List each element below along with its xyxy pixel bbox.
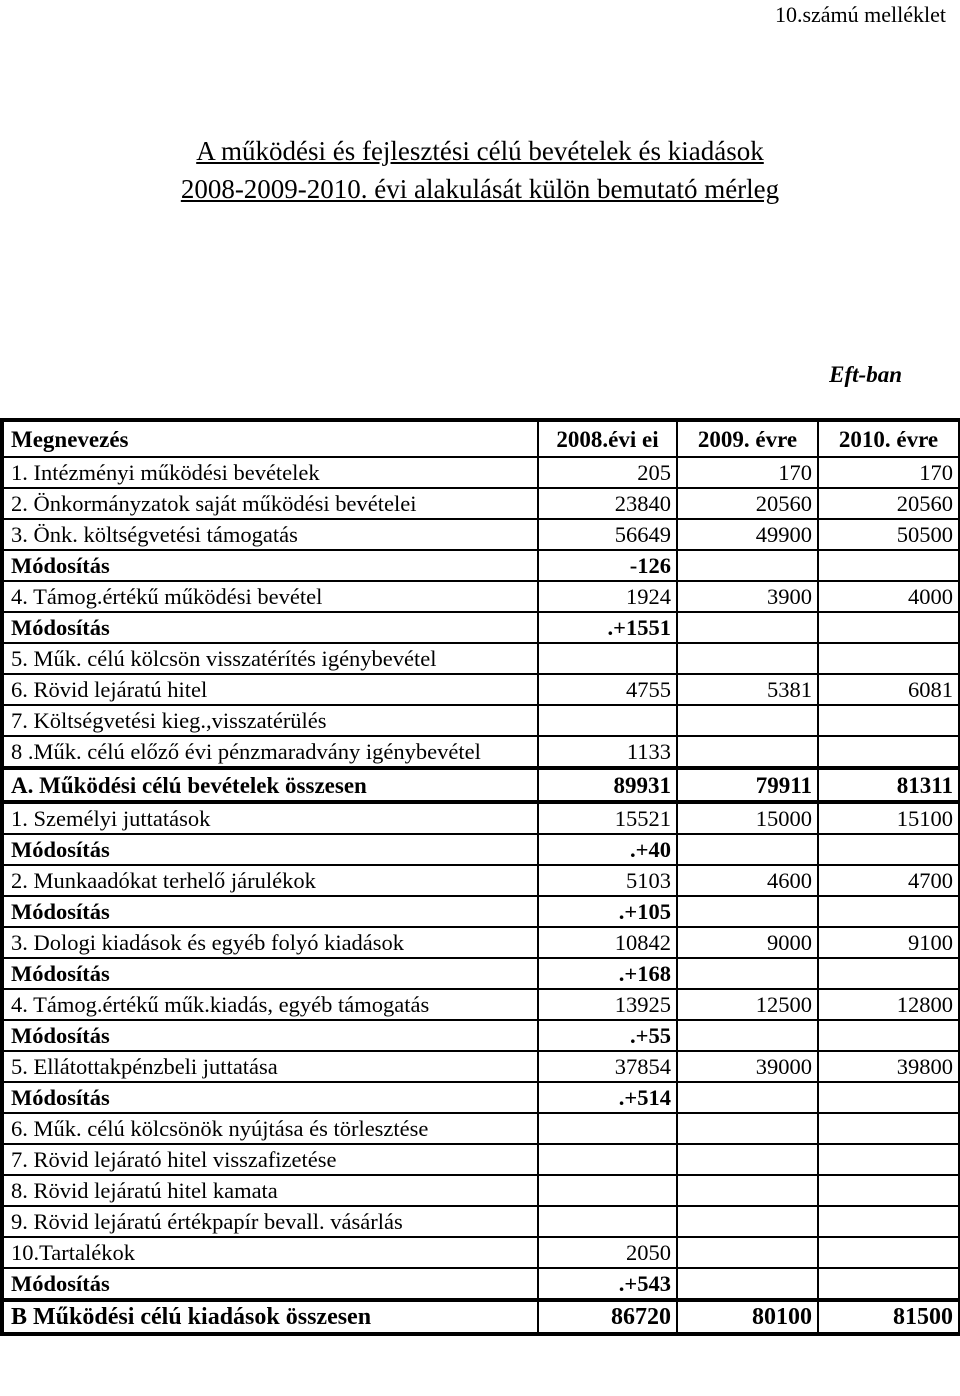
row-name: 7. Költségvetési kieg.,visszatérülés [2, 705, 538, 736]
table-row [2, 550, 960, 581]
row-name: 6. Rövid lejáratú hitel [2, 674, 538, 705]
table-row [2, 643, 960, 674]
row-name: Módosítás [2, 1020, 538, 1051]
table-row [2, 457, 960, 488]
annex-label: 10.számú melléklet [774, 2, 946, 27]
row-value-2008: 23840 [538, 488, 677, 519]
row-value-2008: .+543 [538, 1268, 677, 1300]
row-name: 5. Műk. célú kölcsön visszatérítés igénybevétel [2, 643, 538, 674]
title-line-1: A működési és fejlesztési célú bevételek és kiadások [196, 136, 764, 166]
row-value-2010 [818, 612, 960, 643]
row-value-2009 [677, 705, 818, 736]
row-value-2008: 5103 [538, 865, 677, 896]
table-row [2, 896, 960, 927]
row-value-2008: 56649 [538, 519, 677, 550]
row-value-2008: 1924 [538, 581, 677, 612]
table-row [2, 834, 960, 865]
row-value-2008: 86720 [538, 1300, 677, 1334]
row-value-2010: 50500 [818, 519, 960, 550]
row-value-2008: 4755 [538, 674, 677, 705]
table-row [2, 674, 960, 705]
row-value-2009 [677, 736, 818, 768]
row-value-2008 [538, 705, 677, 736]
row-value-2009 [677, 643, 818, 674]
row-name: Módosítás [2, 1268, 538, 1300]
row-name: 3. Önk. költségvetési támogatás [2, 519, 538, 550]
row-value-2009 [677, 1206, 818, 1237]
row-name: 4. Támog.értékű műk.kiadás, egyéb támogatás [2, 989, 538, 1020]
row-value-2008: 205 [538, 457, 677, 488]
title-line-2: 2008-2009-2010. évi alakulását külön bemutató mérleg [180, 174, 780, 204]
row-value-2010: 39800 [818, 1051, 960, 1082]
row-value-2008 [538, 1113, 677, 1144]
row-value-2009: 79911 [677, 768, 818, 802]
balance-table [0, 418, 960, 1336]
row-value-2009: 39000 [677, 1051, 818, 1082]
row-name: Módosítás [2, 550, 538, 581]
row-value-2008: .+514 [538, 1082, 677, 1113]
row-name: Módosítás [2, 834, 538, 865]
row-value-2009: 80100 [677, 1300, 818, 1334]
table-row [2, 989, 960, 1020]
row-value-2009 [677, 834, 818, 865]
row-value-2010 [818, 1082, 960, 1113]
row-name: 5. Ellátottakpénzbeli juttatása [2, 1051, 538, 1082]
row-value-2010 [818, 736, 960, 768]
row-value-2009: 5381 [677, 674, 818, 705]
table-row [2, 1051, 960, 1082]
row-value-2009 [677, 612, 818, 643]
row-value-2010 [818, 1175, 960, 1206]
row-name: 2. Önkormányzatok saját működési bevételei [2, 488, 538, 519]
table-row [2, 705, 960, 736]
table-row [2, 488, 960, 519]
row-value-2010 [818, 896, 960, 927]
row-name: 8. Rövid lejáratú hitel kamata [2, 1175, 538, 1206]
row-value-2009: 15000 [677, 802, 818, 834]
table-body [2, 457, 960, 1334]
row-value-2008: 15521 [538, 802, 677, 834]
row-value-2010 [818, 1144, 960, 1175]
row-value-2009: 4600 [677, 865, 818, 896]
row-value-2008: -126 [538, 550, 677, 581]
table-row [2, 1144, 960, 1175]
row-value-2008: .+168 [538, 958, 677, 989]
table-row [2, 612, 960, 643]
row-value-2009 [677, 896, 818, 927]
row-value-2008: 10842 [538, 927, 677, 958]
table-row [2, 1113, 960, 1144]
row-value-2009 [677, 1175, 818, 1206]
row-value-2010: 9100 [818, 927, 960, 958]
row-name: Módosítás [2, 958, 538, 989]
table-row [2, 1020, 960, 1051]
row-value-2008: 2050 [538, 1237, 677, 1268]
row-value-2009 [677, 1020, 818, 1051]
row-value-2010 [818, 958, 960, 989]
row-name: 3. Dologi kiadások és egyéb folyó kiadások [2, 927, 538, 958]
row-value-2008 [538, 1206, 677, 1237]
row-value-2009 [677, 1237, 818, 1268]
row-value-2010: 15100 [818, 802, 960, 834]
row-value-2008: 1133 [538, 736, 677, 768]
row-value-2008: 89931 [538, 768, 677, 802]
row-value-2008: .+40 [538, 834, 677, 865]
row-name: 2. Munkaadókat terhelő járulékok [2, 865, 538, 896]
row-value-2009: 170 [677, 457, 818, 488]
row-name: Módosítás [2, 1082, 538, 1113]
table-row [2, 1300, 960, 1334]
table-row [2, 1237, 960, 1268]
row-name: 1. Intézményi működési bevételek [2, 457, 538, 488]
row-value-2010: 12800 [818, 989, 960, 1020]
row-value-2008 [538, 643, 677, 674]
row-name: 8 .Műk. célú előző évi pénzmaradvány igénybevétel [2, 736, 538, 768]
row-value-2008 [538, 1144, 677, 1175]
row-value-2010 [818, 1020, 960, 1051]
row-name: Módosítás [2, 896, 538, 927]
row-value-2008: .+55 [538, 1020, 677, 1051]
row-value-2010: 4700 [818, 865, 960, 896]
row-value-2008: 13925 [538, 989, 677, 1020]
row-value-2010: 81311 [818, 768, 960, 802]
row-value-2010 [818, 834, 960, 865]
header-2008: 2008.évi ei [538, 420, 677, 457]
row-value-2009 [677, 1144, 818, 1175]
row-value-2010 [818, 1113, 960, 1144]
row-value-2010 [818, 643, 960, 674]
row-value-2009: 9000 [677, 927, 818, 958]
row-value-2009: 20560 [677, 488, 818, 519]
table-row [2, 1175, 960, 1206]
row-value-2008: .+105 [538, 896, 677, 927]
table-row [2, 581, 960, 612]
row-name: 7. Rövid lejárató hitel visszafizetése [2, 1144, 538, 1175]
row-name: 9. Rövid lejáratú értékpapír bevall. vásárlás [2, 1206, 538, 1237]
table-row [2, 768, 960, 802]
row-value-2010 [818, 1206, 960, 1237]
row-name: 10.Tartalékok [2, 1237, 538, 1268]
row-value-2010: 81500 [818, 1300, 960, 1334]
row-name: 6. Műk. célú kölcsönök nyújtása és törlesztése [2, 1113, 538, 1144]
row-name: A. Működési célú bevételek összesen [2, 768, 538, 802]
table-row [2, 865, 960, 896]
row-value-2010: 170 [818, 457, 960, 488]
table-row [2, 519, 960, 550]
header-2009: 2009. évre [677, 420, 818, 457]
row-value-2010 [818, 705, 960, 736]
row-name: 1. Személyi juttatások [2, 802, 538, 834]
table-row [2, 1206, 960, 1237]
row-value-2009 [677, 1268, 818, 1300]
row-name: Módosítás [2, 612, 538, 643]
table-row [2, 802, 960, 834]
row-value-2009: 49900 [677, 519, 818, 550]
table-row [2, 927, 960, 958]
row-value-2009: 12500 [677, 989, 818, 1020]
unit-label: Eft-ban [829, 362, 902, 387]
table-row [2, 1082, 960, 1113]
row-value-2010 [818, 1237, 960, 1268]
row-value-2009 [677, 550, 818, 581]
row-value-2010 [818, 550, 960, 581]
row-value-2010 [818, 1268, 960, 1300]
page-title [0, 132, 960, 208]
table-row [2, 958, 960, 989]
row-value-2008 [538, 1175, 677, 1206]
row-value-2009: 3900 [677, 581, 818, 612]
row-value-2009 [677, 1113, 818, 1144]
row-name: 4. Támog.értékű működési bevétel [2, 581, 538, 612]
row-value-2009 [677, 958, 818, 989]
row-value-2008: .+1551 [538, 612, 677, 643]
header-2010: 2010. évre [818, 420, 960, 457]
row-value-2010: 6081 [818, 674, 960, 705]
row-value-2009 [677, 1082, 818, 1113]
table-row [2, 736, 960, 768]
row-value-2010: 4000 [818, 581, 960, 612]
row-name: B Működési célú kiadások összesen [2, 1300, 538, 1334]
table-row [2, 1268, 960, 1300]
header-name: Megnevezés [2, 420, 538, 457]
row-value-2010: 20560 [818, 488, 960, 519]
table-header-row [2, 420, 960, 457]
row-value-2008: 37854 [538, 1051, 677, 1082]
